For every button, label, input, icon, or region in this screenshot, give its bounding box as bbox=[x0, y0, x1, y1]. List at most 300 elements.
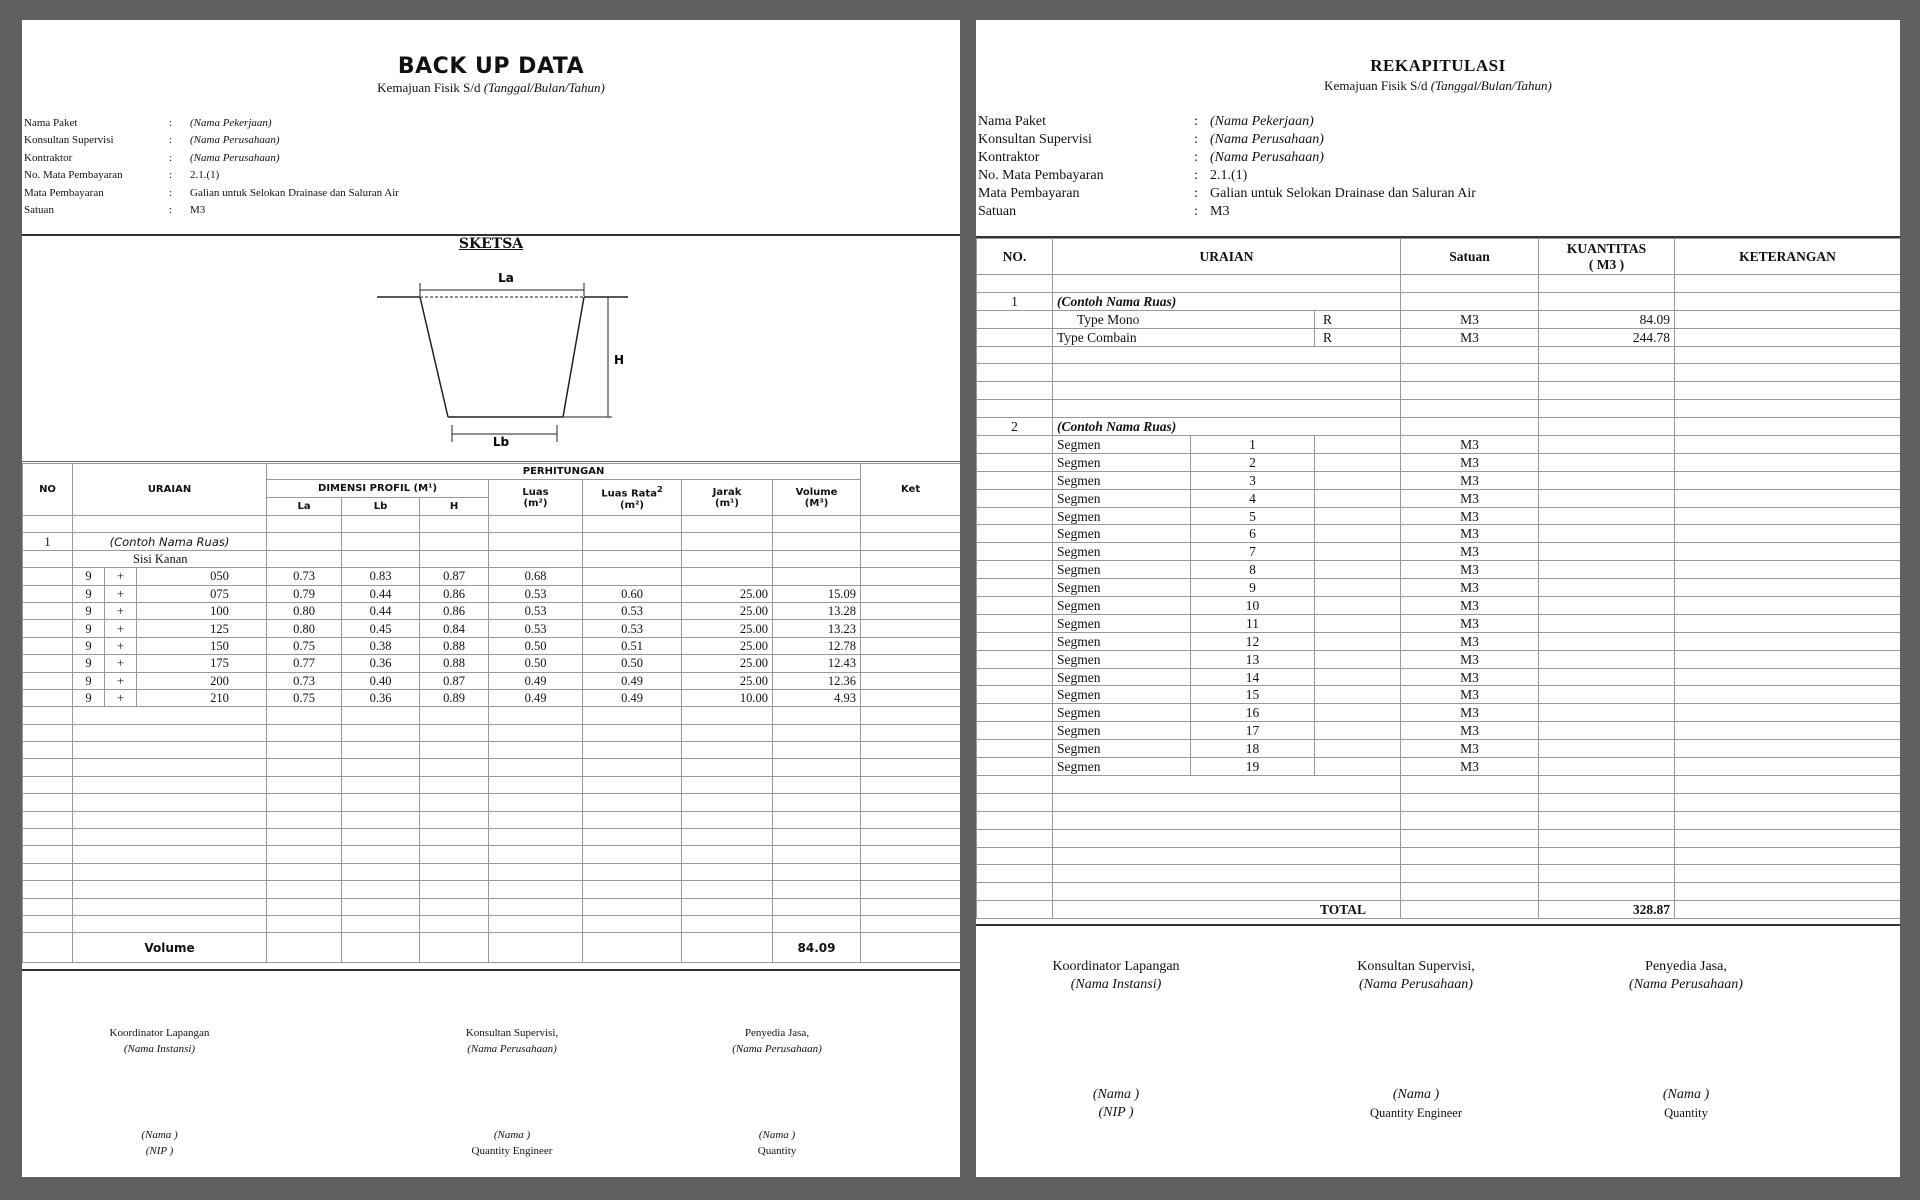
cell-rata: 0.51 bbox=[583, 637, 682, 654]
cell-luas: 0.53 bbox=[489, 602, 583, 619]
sig-org: (Nama Instansi) bbox=[1070, 977, 1162, 992]
sig-org: (Nama Perusahaan) bbox=[1629, 977, 1743, 992]
segment-unit: M3 bbox=[1401, 668, 1539, 686]
section-row bbox=[23, 533, 961, 550]
group-name: (Contoh Nama Ruas) bbox=[1053, 292, 1401, 310]
project-info bbox=[978, 114, 1476, 222]
sta-m: 100 bbox=[137, 602, 267, 619]
segment-no: 11 bbox=[1191, 614, 1315, 632]
table-row bbox=[977, 292, 1901, 310]
sta-m: 050 bbox=[137, 568, 267, 585]
table-row bbox=[977, 847, 1901, 865]
segment-unit: M3 bbox=[1401, 758, 1539, 776]
table-row bbox=[23, 846, 961, 863]
segment-no: 2 bbox=[1191, 453, 1315, 471]
table-row bbox=[23, 655, 961, 672]
slope-left bbox=[420, 297, 448, 417]
group-no: 2 bbox=[977, 418, 1053, 436]
cell-la: 0.80 bbox=[267, 602, 342, 619]
table-row bbox=[23, 516, 961, 533]
signature-block bbox=[1316, 958, 1516, 1122]
table-row bbox=[977, 346, 1901, 364]
section-no: 1 bbox=[23, 533, 73, 550]
label-lb: Lb bbox=[492, 435, 510, 449]
cell-jarak: 25.00 bbox=[682, 602, 773, 619]
col-no: NO bbox=[23, 464, 73, 516]
table-row bbox=[977, 650, 1901, 668]
subtitle-date: (Tanggal/Bulan/Tahun) bbox=[1430, 78, 1552, 93]
info-sep: : bbox=[169, 134, 173, 147]
table-row bbox=[23, 881, 961, 898]
col-jarak: Jarak (m¹) bbox=[682, 480, 773, 516]
segment-unit: M3 bbox=[1401, 489, 1539, 507]
col-lb: Lb bbox=[342, 498, 420, 516]
table-row bbox=[977, 561, 1901, 579]
cell-jarak: 25.00 bbox=[682, 655, 773, 672]
info-label: Kontraktor bbox=[978, 150, 1040, 165]
cell-lb: 0.44 bbox=[342, 602, 420, 619]
item-unit: M3 bbox=[1401, 328, 1539, 346]
info-label: No. Mata Pembayaran bbox=[978, 168, 1104, 183]
col-dimensi: DIMENSI PROFIL (M¹) bbox=[267, 480, 489, 498]
segment-unit: M3 bbox=[1401, 740, 1539, 758]
table-row bbox=[23, 602, 961, 619]
sig-name: (Nama ) bbox=[1392, 1087, 1440, 1102]
segment-no: 9 bbox=[1191, 579, 1315, 597]
cell-luas: 0.49 bbox=[489, 689, 583, 706]
signature-block bbox=[682, 1025, 872, 1159]
sheet-title: REKAPITULASI bbox=[1370, 56, 1506, 75]
rekap-table bbox=[976, 238, 1900, 919]
sta-sep: + bbox=[105, 689, 137, 706]
table-row bbox=[977, 704, 1901, 722]
segment-no: 10 bbox=[1191, 597, 1315, 615]
table-row bbox=[23, 898, 961, 915]
cell-h: 0.88 bbox=[420, 655, 489, 672]
segment-unit: M3 bbox=[1401, 614, 1539, 632]
sta-m: 125 bbox=[137, 620, 267, 637]
cell-la: 0.77 bbox=[267, 655, 342, 672]
total-label: TOTAL bbox=[1053, 901, 1401, 919]
info-value: (Nama Pekerjaan) bbox=[1210, 114, 1314, 129]
col-luas: Luas (m²) bbox=[489, 480, 583, 516]
cell-jarak bbox=[682, 568, 773, 585]
info-row bbox=[978, 186, 1476, 204]
cell-h: 0.89 bbox=[420, 689, 489, 706]
table-row bbox=[23, 742, 961, 759]
info-row bbox=[978, 168, 1476, 186]
cell-lb: 0.40 bbox=[342, 672, 420, 689]
cell-la: 0.75 bbox=[267, 637, 342, 654]
info-value: M3 bbox=[1210, 204, 1230, 219]
table-row bbox=[977, 400, 1901, 418]
item-name: Type Combain bbox=[1053, 328, 1315, 346]
info-value: (Nama Pekerjaan) bbox=[190, 117, 272, 129]
info-sep: : bbox=[1194, 132, 1198, 147]
sig-role: Koordinator Lapangan bbox=[109, 1027, 210, 1039]
sig-name: (Nama ) bbox=[141, 1129, 178, 1141]
info-sep: : bbox=[1194, 186, 1198, 201]
cell-h: 0.84 bbox=[420, 620, 489, 637]
signature-block bbox=[62, 1025, 257, 1159]
info-label: Kontraktor bbox=[24, 151, 73, 164]
segment-label: Segmen bbox=[1053, 489, 1191, 507]
cell-lb: 0.36 bbox=[342, 689, 420, 706]
col-h: H bbox=[420, 498, 489, 516]
segment-no: 8 bbox=[1191, 561, 1315, 579]
info-sep: : bbox=[169, 117, 173, 129]
segment-label: Segmen bbox=[1053, 525, 1191, 543]
cell-h: 0.87 bbox=[420, 672, 489, 689]
segment-no: 4 bbox=[1191, 489, 1315, 507]
table-row bbox=[977, 275, 1901, 293]
col-luas-rata: Luas Rata$^2$ (m²) bbox=[583, 480, 682, 516]
col-perhitungan: PERHITUNGAN bbox=[267, 464, 861, 480]
cell-jarak: 10.00 bbox=[682, 689, 773, 706]
sig-title: Quantity bbox=[1664, 1106, 1708, 1120]
subtitle-date: (Tanggal/Bulan/Tahun) bbox=[483, 80, 605, 95]
col-ket: Ket bbox=[861, 464, 960, 516]
segment-no: 18 bbox=[1191, 740, 1315, 758]
cell-rata: 0.60 bbox=[583, 585, 682, 602]
col-kuantitas: KUANTITAS ( M3 ) bbox=[1539, 239, 1675, 275]
cell-jarak: 25.00 bbox=[682, 637, 773, 654]
table-row bbox=[23, 568, 961, 585]
signature-block bbox=[412, 1025, 612, 1159]
cell-volume bbox=[773, 568, 861, 585]
info-value: M3 bbox=[190, 203, 206, 216]
segment-no: 5 bbox=[1191, 507, 1315, 525]
info-value: (Nama Perusahaan) bbox=[1210, 132, 1324, 147]
item-qty: 244.78 bbox=[1539, 328, 1675, 346]
table-row bbox=[977, 632, 1901, 650]
sta-km: 9 bbox=[73, 585, 105, 602]
info-sep: : bbox=[1194, 204, 1198, 219]
segment-unit: M3 bbox=[1401, 436, 1539, 454]
segment-unit: M3 bbox=[1401, 704, 1539, 722]
info-label: No. Mata Pembayaran bbox=[24, 169, 123, 182]
table-row bbox=[23, 794, 961, 811]
total-row bbox=[977, 901, 1901, 919]
group-name: (Contoh Nama Ruas) bbox=[1053, 418, 1401, 436]
cell-rata: 0.53 bbox=[583, 620, 682, 637]
segment-no: 7 bbox=[1191, 543, 1315, 561]
item-code: R bbox=[1315, 310, 1401, 328]
sig-org: (Nama Perusahaan) bbox=[467, 1043, 557, 1055]
info-row bbox=[978, 150, 1476, 168]
table-row bbox=[23, 620, 961, 637]
cell-luas: 0.49 bbox=[489, 672, 583, 689]
segment-unit: M3 bbox=[1401, 579, 1539, 597]
info-row bbox=[978, 114, 1476, 132]
col-no: NO. bbox=[977, 239, 1053, 275]
segment-label: Segmen bbox=[1053, 436, 1191, 454]
col-satuan: Satuan bbox=[1401, 239, 1539, 275]
slope-right bbox=[563, 297, 584, 417]
segment-label: Segmen bbox=[1053, 740, 1191, 758]
info-label: Mata Pembayaran bbox=[24, 186, 104, 199]
table-row bbox=[23, 829, 961, 846]
subtitle-prefix: Kemajuan Fisik S/d bbox=[377, 80, 481, 95]
label-la: La bbox=[498, 271, 514, 285]
cell-volume: 12.36 bbox=[773, 672, 861, 689]
sub-row bbox=[23, 550, 961, 567]
table-row bbox=[977, 525, 1901, 543]
cell-lb: 0.83 bbox=[342, 568, 420, 585]
segment-no: 6 bbox=[1191, 525, 1315, 543]
table-row bbox=[977, 418, 1901, 436]
info-row bbox=[978, 132, 1476, 150]
segment-no: 16 bbox=[1191, 704, 1315, 722]
info-label: Konsultan Supervisi bbox=[978, 132, 1092, 147]
cell-luas: 0.53 bbox=[489, 585, 583, 602]
sta-km: 9 bbox=[73, 655, 105, 672]
sta-km: 9 bbox=[73, 602, 105, 619]
cell-lb: 0.44 bbox=[342, 585, 420, 602]
backup-table bbox=[22, 463, 960, 963]
sta-m: 175 bbox=[137, 655, 267, 672]
cell-luas: 0.50 bbox=[489, 655, 583, 672]
table-row bbox=[977, 543, 1901, 561]
info-label: Mata Pembayaran bbox=[978, 186, 1080, 201]
table-row bbox=[23, 759, 961, 776]
sig-role: Konsultan Supervisi, bbox=[465, 1027, 559, 1039]
divider bbox=[22, 461, 960, 462]
divider bbox=[976, 924, 1900, 926]
sig-name: (Nama ) bbox=[1662, 1087, 1710, 1102]
cell-jarak: 25.00 bbox=[682, 620, 773, 637]
table-row bbox=[977, 722, 1901, 740]
signature-block bbox=[1016, 958, 1216, 1122]
table-row bbox=[977, 471, 1901, 489]
table-row bbox=[977, 829, 1901, 847]
cell-rata: 0.49 bbox=[583, 689, 682, 706]
info-sep: : bbox=[1194, 114, 1198, 129]
segment-unit: M3 bbox=[1401, 453, 1539, 471]
segment-label: Segmen bbox=[1053, 632, 1191, 650]
info-sep: : bbox=[169, 186, 173, 199]
table-row bbox=[977, 865, 1901, 883]
sta-sep: + bbox=[105, 637, 137, 654]
info-sep: : bbox=[169, 151, 173, 164]
segment-unit: M3 bbox=[1401, 722, 1539, 740]
cell-rata: 0.50 bbox=[583, 655, 682, 672]
table-row bbox=[977, 364, 1901, 382]
divider bbox=[22, 969, 960, 971]
segment-unit: M3 bbox=[1401, 507, 1539, 525]
segment-label: Segmen bbox=[1053, 543, 1191, 561]
table-row bbox=[977, 775, 1901, 793]
table-row bbox=[977, 310, 1901, 328]
info-label: Satuan bbox=[978, 204, 1017, 219]
info-sep: : bbox=[1194, 168, 1198, 183]
table-row bbox=[977, 453, 1901, 471]
table-row bbox=[977, 382, 1901, 400]
segment-label: Segmen bbox=[1053, 579, 1191, 597]
info-label: Konsultan Supervisi bbox=[24, 134, 114, 147]
table-row bbox=[23, 585, 961, 602]
table-row bbox=[977, 328, 1901, 346]
sig-org: (Nama Instansi) bbox=[123, 1043, 196, 1055]
cell-luas: 0.53 bbox=[489, 620, 583, 637]
cell-lb: 0.45 bbox=[342, 620, 420, 637]
sheet-title: BACK UP DATA bbox=[397, 54, 585, 79]
item-qty: 84.09 bbox=[1539, 310, 1675, 328]
label-h: H bbox=[613, 353, 625, 367]
info-value: 2.1.(1) bbox=[1210, 168, 1248, 183]
segment-no: 19 bbox=[1191, 758, 1315, 776]
segment-no: 3 bbox=[1191, 471, 1315, 489]
table-row bbox=[977, 597, 1901, 615]
cell-volume: 13.23 bbox=[773, 620, 861, 637]
sig-name: (Nama ) bbox=[493, 1129, 531, 1141]
volume-total-row bbox=[23, 933, 961, 963]
info-value: (Nama Perusahaan) bbox=[190, 151, 280, 164]
segment-label: Segmen bbox=[1053, 686, 1191, 704]
table-row bbox=[977, 436, 1901, 454]
sta-m: 200 bbox=[137, 672, 267, 689]
table-row bbox=[977, 740, 1901, 758]
cell-volume: 13.28 bbox=[773, 602, 861, 619]
col-uraian: URAIAN bbox=[73, 464, 267, 516]
cell-rata bbox=[583, 568, 682, 585]
table-row bbox=[977, 793, 1901, 811]
segment-unit: M3 bbox=[1401, 632, 1539, 650]
segment-label: Segmen bbox=[1053, 597, 1191, 615]
sta-m: 210 bbox=[137, 689, 267, 706]
cell-volume: 15.09 bbox=[773, 585, 861, 602]
sta-sep: + bbox=[105, 655, 137, 672]
table-row bbox=[23, 707, 961, 724]
table-row bbox=[977, 811, 1901, 829]
cell-la: 0.75 bbox=[267, 689, 342, 706]
table-row bbox=[977, 668, 1901, 686]
col-la: La bbox=[267, 498, 342, 516]
cell-la: 0.80 bbox=[267, 620, 342, 637]
group-no: 1 bbox=[977, 292, 1053, 310]
segment-label: Segmen bbox=[1053, 561, 1191, 579]
info-label: Nama Paket bbox=[24, 117, 78, 129]
sig-role: Koordinator Lapangan bbox=[1052, 959, 1180, 974]
subtitle-prefix: Kemajuan Fisik S/d bbox=[1324, 78, 1428, 93]
info-value: (Nama Perusahaan) bbox=[190, 134, 280, 147]
sig-org: (Nama Perusahaan) bbox=[732, 1043, 822, 1055]
table-row bbox=[977, 883, 1901, 901]
sub-name: Sisi Kanan bbox=[73, 550, 267, 567]
sig-title: Quantity Engineer bbox=[471, 1145, 553, 1157]
sheet-subtitle bbox=[976, 78, 1900, 94]
cell-h: 0.86 bbox=[420, 585, 489, 602]
segment-label: Segmen bbox=[1053, 722, 1191, 740]
sig-role: Konsultan Supervisi, bbox=[1357, 959, 1475, 974]
sta-km: 9 bbox=[73, 637, 105, 654]
table-row bbox=[977, 489, 1901, 507]
sta-km: 9 bbox=[73, 568, 105, 585]
segment-no: 15 bbox=[1191, 686, 1315, 704]
volume-total: 84.09 bbox=[773, 933, 861, 963]
table-row bbox=[23, 915, 961, 932]
info-value: 2.1.(1) bbox=[190, 169, 220, 182]
segment-label: Segmen bbox=[1053, 453, 1191, 471]
sta-sep: + bbox=[105, 602, 137, 619]
cell-jarak: 25.00 bbox=[682, 672, 773, 689]
segment-unit: M3 bbox=[1401, 686, 1539, 704]
info-value: Galian untuk Selokan Drainase dan Saluran Air bbox=[190, 186, 399, 199]
info-label: Satuan bbox=[24, 203, 54, 216]
table-row bbox=[23, 811, 961, 828]
info-row bbox=[978, 204, 1476, 222]
cell-lb: 0.38 bbox=[342, 637, 420, 654]
cell-luas: 0.50 bbox=[489, 637, 583, 654]
cell-rata: 0.49 bbox=[583, 672, 682, 689]
segment-no: 13 bbox=[1191, 650, 1315, 668]
cell-lb: 0.36 bbox=[342, 655, 420, 672]
sig-role: Penyedia Jasa, bbox=[744, 1027, 810, 1039]
table-row bbox=[23, 863, 961, 880]
sig-org: (Nama Perusahaan) bbox=[1359, 977, 1473, 992]
info-sep: : bbox=[169, 203, 173, 216]
segment-label: Segmen bbox=[1053, 650, 1191, 668]
cell-la: 0.79 bbox=[267, 585, 342, 602]
cell-rata: 0.53 bbox=[583, 602, 682, 619]
total-value: 328.87 bbox=[1539, 901, 1675, 919]
table-row bbox=[23, 724, 961, 741]
sta-m: 150 bbox=[137, 637, 267, 654]
col-uraian: URAIAN bbox=[1053, 239, 1401, 275]
sketch-title: SKETSA bbox=[458, 236, 524, 252]
sta-sep: + bbox=[105, 585, 137, 602]
sig-title: (NIP ) bbox=[145, 1145, 174, 1157]
backup-data-sheet bbox=[22, 20, 960, 1177]
info-label: Nama Paket bbox=[978, 114, 1047, 129]
table-row bbox=[977, 686, 1901, 704]
segment-label: Segmen bbox=[1053, 668, 1191, 686]
sig-title: (NIP ) bbox=[1098, 1105, 1134, 1120]
sta-m: 075 bbox=[137, 585, 267, 602]
info-sep: : bbox=[169, 169, 173, 182]
segment-unit: M3 bbox=[1401, 543, 1539, 561]
table-row bbox=[23, 689, 961, 706]
cell-jarak: 25.00 bbox=[682, 585, 773, 602]
info-value: Galian untuk Selokan Drainase dan Saluran Air bbox=[1210, 186, 1476, 201]
info-value: (Nama Perusahaan) bbox=[1210, 150, 1324, 165]
segment-label: Segmen bbox=[1053, 704, 1191, 722]
table-row bbox=[977, 507, 1901, 525]
table-row bbox=[977, 614, 1901, 632]
cell-h: 0.88 bbox=[420, 637, 489, 654]
cell-h: 0.87 bbox=[420, 568, 489, 585]
segment-unit: M3 bbox=[1401, 650, 1539, 668]
segment-unit: M3 bbox=[1401, 525, 1539, 543]
sig-title: Quantity Engineer bbox=[1370, 1106, 1462, 1120]
volume-label: Volume bbox=[73, 933, 267, 963]
sta-km: 9 bbox=[73, 689, 105, 706]
signature-block bbox=[1576, 958, 1796, 1122]
segment-no: 14 bbox=[1191, 668, 1315, 686]
segment-no: 12 bbox=[1191, 632, 1315, 650]
segment-unit: M3 bbox=[1401, 561, 1539, 579]
cell-luas: 0.68 bbox=[489, 568, 583, 585]
cell-la: 0.73 bbox=[267, 568, 342, 585]
info-sep: : bbox=[1194, 150, 1198, 165]
sta-km: 9 bbox=[73, 672, 105, 689]
sta-sep: + bbox=[105, 620, 137, 637]
table-row bbox=[977, 579, 1901, 597]
item-code: R bbox=[1315, 328, 1401, 346]
segment-label: Segmen bbox=[1053, 614, 1191, 632]
table-row bbox=[23, 776, 961, 793]
segment-label: Segmen bbox=[1053, 507, 1191, 525]
